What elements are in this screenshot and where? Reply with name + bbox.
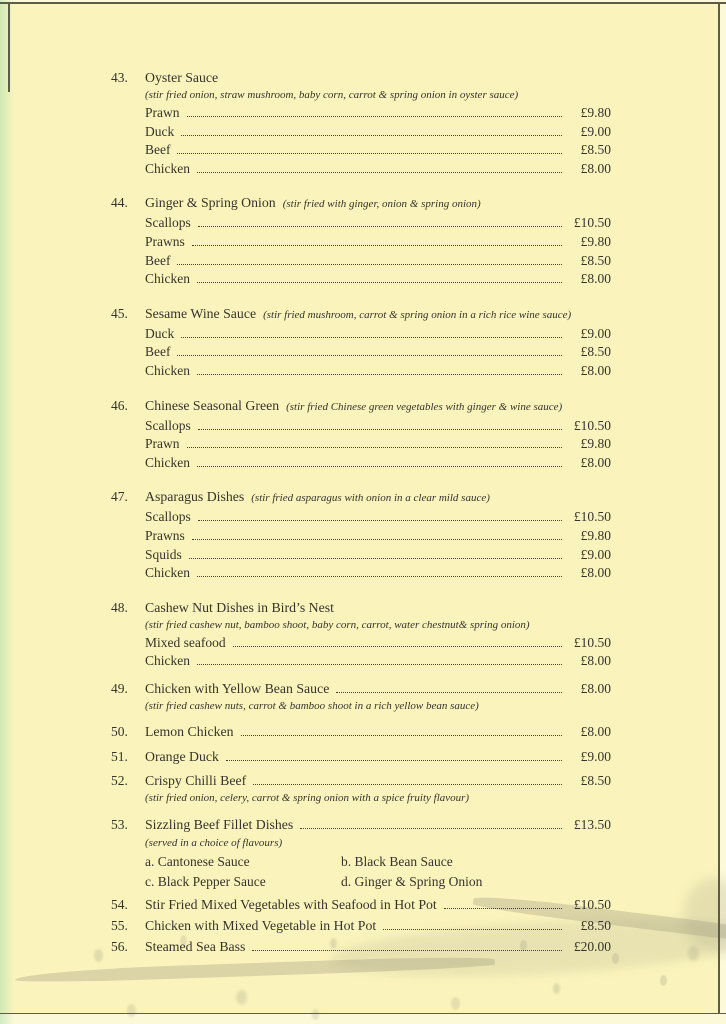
section-header [111,771,611,790]
menu-section [111,304,611,381]
dish-title: Chicken with Yellow Bean Sauce [145,680,330,696]
dish-title: Oyster Sauce [145,70,219,85]
dotted-leader [233,646,562,647]
section-number: 55. [111,917,128,933]
menu-item-price: £8.50 [580,344,611,360]
dotted-leader [177,264,562,265]
dotted-leader [177,153,562,154]
section-header [111,722,611,741]
section-number: 48. [111,599,128,615]
menu-content [111,68,611,956]
page-border-bottom [0,1013,726,1014]
menu-item-price: £8.00 [580,160,611,176]
menu-item-name: Beef [145,142,171,158]
menu-item [111,252,611,271]
menu-item [111,270,611,289]
menu-item-name: Chicken [145,160,190,176]
sauce-option: d. Ginger & Spring Onion [341,873,483,889]
section-header [111,815,611,834]
menu-item-price: £9.80 [580,436,611,452]
menu-item [111,634,611,653]
menu-item [111,652,611,671]
dish-description: (stir fried mushroom, carrot & spring onion in a rich rice wine sauce) [263,308,572,321]
menu-item-price: £9.00 [580,546,611,562]
dotted-leader [253,784,562,785]
section-number: 43. [111,70,128,85]
page-border-left [8,2,10,92]
dotted-leader [444,908,562,909]
menu-item-price: £9.80 [580,105,611,120]
dish-title: Chicken with Mixed Vegetable in Hot Pot [145,917,377,933]
menu-item [111,325,611,344]
dish-description: (stir fried onion, celery, carrot & spring onion with a spice fruity flavour) [145,791,470,804]
dotted-leader [189,558,562,559]
menu-item [111,508,611,527]
section-number: 46. [111,397,128,413]
dotted-leader [187,116,563,117]
section-number: 47. [111,489,128,505]
dotted-leader [197,576,562,577]
dish-title: Asparagus Dishes [145,489,245,505]
dotted-leader [300,828,562,829]
menu-section [111,916,611,935]
menu-section [111,679,611,715]
dish-price: £8.50 [580,772,611,788]
dotted-leader [383,929,562,930]
menu-item [111,233,611,252]
section-header [111,937,611,956]
menu-item-price: £8.00 [580,271,611,287]
menu-item-price: £8.00 [580,653,611,669]
menu-item-name: Chicken [145,454,190,470]
dotted-leader [241,735,562,736]
section-header [111,193,611,214]
menu-item [111,564,611,583]
menu-item-name: Duck [145,325,175,341]
dotted-leader [197,374,562,375]
dotted-leader [198,429,562,430]
menu-item-name: Prawns [145,233,185,249]
dotted-leader [198,226,562,227]
dotted-leader [192,539,562,540]
menu-item [111,417,611,436]
sauce-option: a. Cantonese Sauce [145,853,250,869]
section-header [111,487,611,508]
section-header [111,68,611,87]
dotted-leader [197,172,562,173]
menu-item-price: £8.50 [580,252,611,268]
menu-item-name: Prawn [145,436,180,452]
dotted-leader [197,664,562,665]
menu-item [111,104,611,123]
dish-description: (served in a choice of flavours) [145,836,283,849]
section-header [111,916,611,935]
dotted-leader [197,466,562,467]
menu-item [111,160,611,179]
menu-section [111,68,611,178]
dish-price: £9.00 [580,748,611,764]
section-number: 54. [111,896,128,912]
dish-description: (stir fried cashew nuts, carrot & bamboo shoot in a rich yellow bean sauce) [145,699,479,712]
menu-item-price: £9.80 [580,527,611,543]
dish-price: £8.50 [580,917,611,933]
menu-section [111,193,611,288]
dish-title: Steamed Sea Bass [145,938,246,954]
menu-section [111,396,611,473]
menu-item-name: Chicken [145,362,190,378]
section-number: 45. [111,305,128,321]
menu-item-name: Chicken [145,653,190,669]
dotted-leader [198,520,562,521]
section-header [111,747,611,766]
dish-title: Stir Fried Mixed Vegetables with Seafood in Hot Pot [145,896,437,912]
page-left-edge-tint [0,0,14,1024]
section-number: 49. [111,680,128,696]
section-header [111,679,611,698]
page-border-top [0,2,726,4]
menu-item-price: £8.00 [580,362,611,378]
menu-item-name: Prawns [145,527,185,543]
section-number: 44. [111,195,128,211]
section-header [111,895,611,914]
dish-description: (stir fried asparagus with onion in a clear mild sauce) [251,492,490,505]
sauce-options [145,852,611,892]
dotted-leader [177,355,562,356]
menu-section [111,722,611,741]
dish-title: Lemon Chicken [145,723,234,739]
menu-item-price: £10.50 [573,215,611,231]
menu-item-name: Chicken [145,271,190,287]
menu-item [111,214,611,233]
menu-item-name: Duck [145,123,175,139]
sauce-option: c. Black Pepper Sauce [145,873,266,889]
dish-title: Sizzling Beef Fillet Dishes [145,816,294,832]
section-header [111,304,611,325]
menu-item [111,454,611,473]
dotted-leader [226,760,562,761]
menu-item-name: Beef [145,252,171,268]
dish-description: (stir fried onion, straw mushroom, baby corn, carrot & spring onion in oyster sauce) [145,89,519,101]
menu-item-price: £9.00 [580,325,611,341]
dotted-leader [192,245,562,246]
menu-item [111,435,611,454]
dish-title: Chinese Seasonal Green [145,397,280,413]
menu-item [111,362,611,381]
menu-section [111,598,611,671]
menu-item-name: Scallops [145,417,191,433]
dotted-leader [252,950,562,951]
menu-section [111,937,611,956]
dish-description: (stir fried Chinese green vegetables with ginger & wine sauce) [286,400,563,413]
section-header [111,598,611,617]
dotted-leader [197,282,562,283]
menu-section [111,815,611,892]
menu-item-price: £8.00 [580,454,611,470]
section-number: 52. [111,772,128,788]
section-number: 50. [111,723,128,739]
menu-item-name: Scallops [145,509,191,525]
menu-section [111,895,611,914]
dotted-leader [336,692,562,693]
dish-price: £10.50 [573,896,611,912]
dish-description: (stir fried cashew nut, bamboo shoot, baby corn, carrot, water chestnut& spring onion) [145,618,530,631]
menu-item [111,123,611,142]
dish-title: Ginger & Spring Onion [145,195,276,211]
menu-item-price: £9.00 [580,123,611,139]
menu-item [111,141,611,160]
menu-section [111,747,611,766]
page-border-right [718,2,720,1014]
menu-item-price: £8.50 [580,142,611,158]
dish-price: £13.50 [573,816,611,832]
section-number: 56. [111,938,128,954]
menu-item-name: Prawn [145,105,180,120]
menu-item-price: £9.80 [580,233,611,249]
dotted-leader [181,135,562,136]
menu-item-name: Chicken [145,565,190,581]
section-number: 51. [111,748,128,764]
menu-item [111,527,611,546]
menu-section [111,771,611,807]
menu-item [111,343,611,362]
dish-title: Crispy Chilli Beef [145,772,247,788]
menu-item-price: £10.50 [573,509,611,525]
dish-title: Cashew Nut Dishes in Bird’s Nest [145,599,334,615]
dish-price: £20.00 [573,938,611,954]
section-header [111,396,611,417]
dotted-leader [181,337,562,338]
menu-item-name: Scallops [145,215,191,231]
menu-section [111,487,611,582]
section-number: 53. [111,816,128,832]
dish-price: £8.00 [580,680,611,696]
menu-item-price: £10.50 [573,417,611,433]
menu-item-price: £8.00 [580,565,611,581]
dotted-leader [187,447,563,448]
dish-title: Sesame Wine Sauce [145,305,257,321]
dish-title: Orange Duck [145,748,219,764]
menu-item-name: Beef [145,344,171,360]
dish-price: £8.00 [580,723,611,739]
menu-item-name: Mixed seafood [145,634,226,650]
sauce-option: b. Black Bean Sauce [341,853,453,869]
menu-item-price: £10.50 [573,634,611,650]
menu-item-name: Squids [145,546,182,562]
menu-item [111,546,611,565]
dish-description: (stir fried with ginger, onion & spring onion) [282,198,481,211]
